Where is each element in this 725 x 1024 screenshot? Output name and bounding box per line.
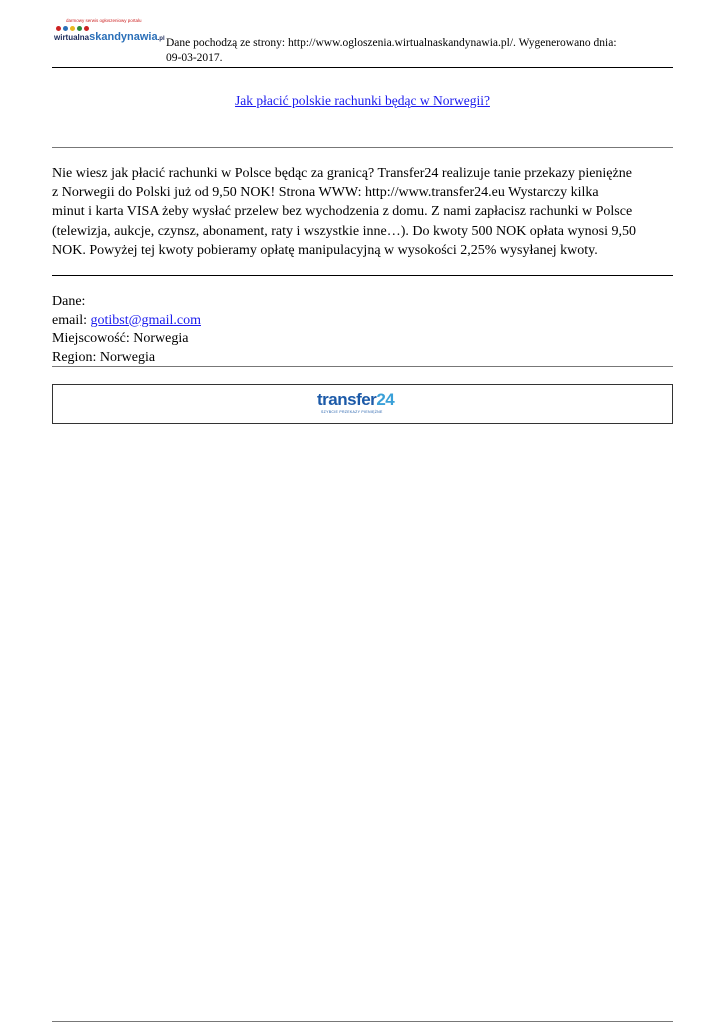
transfer24-wordmark bbox=[317, 391, 394, 409]
logo-word-part1: wirtualna bbox=[54, 33, 90, 42]
email-row bbox=[52, 312, 673, 331]
logo-wordmark bbox=[54, 30, 165, 45]
header-divider bbox=[52, 67, 673, 68]
page-header bbox=[52, 14, 672, 68]
location-value: Norwegia bbox=[133, 331, 189, 346]
transfer24-banner[interactable] bbox=[52, 384, 673, 424]
source-info bbox=[166, 36, 666, 65]
listing-description bbox=[52, 164, 673, 260]
listing-title-link[interactable]: Jak płacić polskie rachunki będąc w Norwegii? bbox=[235, 93, 490, 108]
title-divider bbox=[52, 147, 673, 148]
description-divider bbox=[52, 275, 673, 276]
email-link[interactable]: gotibst@gmail.com bbox=[90, 312, 201, 328]
region-row bbox=[52, 349, 673, 368]
details-divider bbox=[52, 366, 673, 367]
description-line: (telewizja, aukcje, czynsz, abonament, raty i wszystkie inne…). Do kwoty 500 NOK opłata wynosi 9,50 bbox=[52, 223, 636, 239]
transfer24-word-part2: 24 bbox=[376, 390, 395, 409]
location-label: Miejscowość: bbox=[52, 331, 134, 346]
description-line: Nie wiesz jak płacić rachunki w Polsce będąc za granicą? Transfer24 realizuje tanie przekazy pieniężne bbox=[52, 166, 632, 181]
transfer24-logo bbox=[317, 391, 413, 417]
source-line-1: Dane pochodzą ze strony: http://www.ogloszenia.wirtualnaskandynawia.pl/. Wygenerowano dnia: bbox=[166, 37, 617, 49]
region-value: Norwegia bbox=[99, 349, 156, 365]
footer-divider bbox=[52, 1021, 673, 1022]
description-line: minut i karta VISA żeby wysłać przelew bez wychodzenia z domu. Z nami zapłacisz rachunki w Polsce bbox=[52, 204, 633, 220]
transfer24-tagline: SZYBCIE PRZEKAZY PIENIĘŻNE bbox=[321, 410, 383, 414]
source-line-2: 09-03-2017. bbox=[166, 51, 223, 64]
wirtualnaskandynawia-logo bbox=[52, 14, 165, 48]
location-row bbox=[52, 330, 673, 349]
description-line: NOK. Powyżej tej kwoty pobieramy opłatę manipulacyjną w wysokości 2,25% wysyłanej kwoty. bbox=[52, 242, 598, 258]
details-heading: Dane: bbox=[52, 294, 86, 309]
contact-details bbox=[52, 293, 673, 367]
logo-tagline: darmowy serwis ogłoszeniowy portalu bbox=[66, 18, 142, 23]
description-line: z Norwegii do Polski już od 9,50 NOK! Strona WWW: http://www.transfer24.eu Wystarczy kilka bbox=[52, 185, 599, 201]
logo-word-part2: skandynawia bbox=[89, 31, 158, 43]
logo-word-part3: .pl bbox=[157, 36, 165, 42]
email-label: email: bbox=[52, 312, 91, 328]
region-label: Region: bbox=[52, 349, 100, 365]
transfer24-word-part1: transfer bbox=[317, 390, 377, 409]
